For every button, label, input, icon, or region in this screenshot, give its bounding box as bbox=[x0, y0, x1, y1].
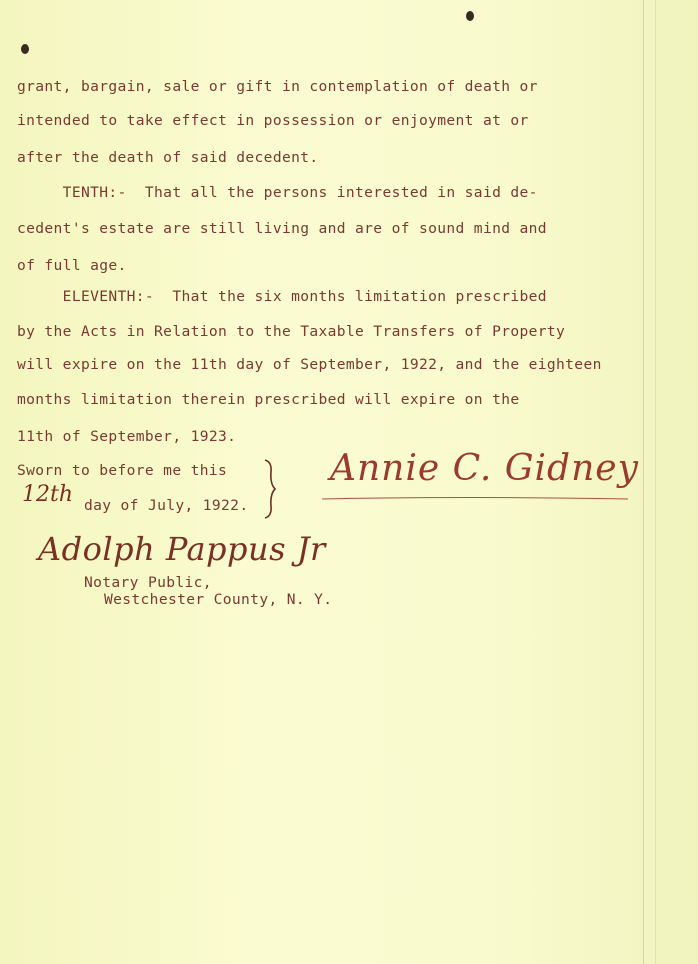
brace-icon bbox=[262, 458, 278, 520]
deponent-signature: Annie C. Gidney bbox=[330, 448, 639, 489]
right-margin-line-2 bbox=[655, 0, 656, 964]
punch-hole-left bbox=[21, 44, 29, 54]
body-line: will expire on the 11th day of September, 1922, and the eighteen bbox=[17, 356, 602, 373]
body-line: months limitation therein prescribed will expire on the bbox=[17, 391, 520, 408]
body-line: cedent's estate are still living and are of sound mind and bbox=[17, 220, 547, 237]
body-line: intended to take effect in possession or enjoyment at or bbox=[17, 112, 529, 129]
body-line: grant, bargain, sale or gift in contemplation of death or bbox=[17, 78, 538, 95]
punch-hole-top bbox=[466, 11, 474, 21]
body-line: 11th of September, 1923. bbox=[17, 428, 237, 445]
body-line-tenth: TENTH:- That all the persons interested in said de- bbox=[17, 184, 538, 201]
jurat-line-2: day of July, 1922. bbox=[84, 497, 249, 514]
notary-county: Westchester County, N. Y. bbox=[104, 591, 333, 608]
jurat-day-handwritten: 12th bbox=[22, 482, 74, 507]
body-line: after the death of said decedent. bbox=[17, 149, 319, 166]
jurat-line-1: Sworn to before me this bbox=[17, 462, 228, 479]
notary-title: Notary Public, bbox=[84, 574, 212, 591]
body-line-eleventh: ELEVENTH:- That the six months limitation prescribed bbox=[17, 288, 547, 305]
right-margin-line bbox=[643, 0, 644, 964]
body-line: by the Acts in Relation to the Taxable Transfers of Property bbox=[17, 323, 566, 340]
signature-line bbox=[320, 495, 630, 505]
body-line: of full age. bbox=[17, 257, 127, 274]
notary-signature: Adolph Pappus Jr bbox=[38, 530, 326, 568]
